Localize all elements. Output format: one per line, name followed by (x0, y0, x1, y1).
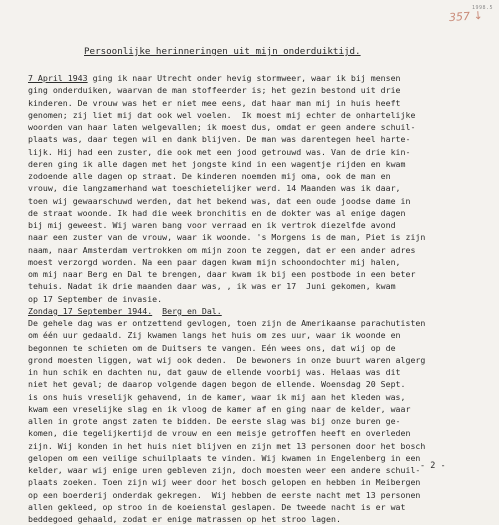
text-line: gelopen om een veilige schuilplaats te vinden. Wij kwamen in Engelenberg in een (28, 452, 421, 463)
text-line: grond moesten liggen, wat wij ook deden. De bewoners in onze buurt waren algerg (28, 354, 426, 365)
text-line: zijn. Wij konden in het huis niet blijven en zijn met 13 personen door het bosch (28, 440, 426, 451)
text-line-1: 7 April 1943 ging ik naar Utrecht onder hevig stormweer, waar ik bij mensen (28, 73, 401, 83)
text-line: om één uur gedaald. Zij kwamen langs het huis om zes uur, waar ik woonde en (28, 330, 401, 341)
text-line: moest verzorgd worden. Na een paar dagen kwam mijn schoondochter mij halen, (28, 256, 401, 267)
text-line: woorden van haar laten welgevallen; ik moest dus, omdat er geen andere schuil- (28, 122, 416, 132)
text-line: komen, die tegelijkertijd de vrouw en een meisje getroffen heeft en overleden (28, 428, 411, 439)
handwritten-page-number: 357 ↓ (448, 8, 484, 25)
date-7-april-1943: 7 April 1943 (28, 73, 88, 83)
text-line: plaats was, daar tegen wil en dank blijven. De man was darentegen heel harte- (28, 134, 411, 145)
text-line: de straat woonde. Ik had die week bronchitis en de dokter was al enige dagen (28, 207, 406, 218)
text-line: begonnen te schieten om de Duitsers te vangen. Eén wees ons, dat wij op de (28, 342, 396, 353)
archive-code: 1998.5 (471, 5, 493, 11)
text-line: naam, naar Amsterdam vertrokken om mijn zoon te zeggen, dat er een ander adres (28, 244, 416, 255)
place-berg-en-dal: Berg en Dal. (162, 305, 222, 316)
text-line: lijk. Hij had een zuster, die ook met een jood getrouwd was. Van de drie kin- (28, 146, 411, 157)
section-heading (28, 305, 488, 317)
text-line: deren ging ik alle dagen met het jongste kind in een wagentje rijden en kwam (28, 158, 406, 169)
text-line: is ons huis vreselijk gehavend, in de kamer, waar ik mij aan het kleden was, (28, 391, 406, 402)
text-line: allen gekleed, op stroo in de koeienstal geslapen. De tweede nacht is er wat (28, 501, 406, 512)
text-line: naar een zuster van de vrouw, waar ik woonde. 's Morgens is de man, Piet is zijn (28, 232, 426, 243)
text-line: niet het geval; de daarop volgende dagen begon de ellende. Woensdag 20 Sept. (28, 379, 406, 390)
text-line: kinderen. De vrouw was het er niet mee eens, dat haar man mij in huis heeft (28, 97, 401, 108)
text-line: allen in grote angst zaten te bidden. De eerste slag was bij onze buren ge- (28, 416, 401, 426)
text-line: tehuis. Nadat ik drie maanden daar was, , ik was er 17 Juni gekomen, kwam (28, 281, 396, 292)
text-line: kwam een vreselijke slag en ik vloog de kamer af en ging naar de kelder, waar (28, 403, 411, 414)
text-line: bij mij geweest. Wij waren bang voor verraad en ik vertrok diezelfde avond (28, 220, 396, 230)
text-line: zodoende alle dagen op straat. De kinderen noemden mij oma, ook de man en (28, 171, 391, 181)
text-line: vrouw, die langzamerhand wat toeschietelijker werd. 14 Maanden was ik daar, (28, 183, 401, 194)
text-line: om mij naar Berg en Dal te brengen, daar kwam ik bij een postbode in een beter (28, 269, 416, 279)
document-title: Persoonlijke herinneringen uit mijn onderduiktijd. (84, 46, 361, 57)
text-line: ging onderduiken, waarvan de man stoffeerder is; het gezin bestond uit drie (28, 85, 401, 96)
text-line: kelder, waar wij enige uren gebleven zijn, doch moesten weer een andere schuil- (28, 465, 421, 475)
document-body (28, 72, 488, 525)
page-number: - 2 - (420, 461, 446, 471)
text-line: De gehele dag was er ontzettend gevlogen, toen zijn de Amerikaanse parachutisten (28, 318, 426, 328)
text-line: plaats zoeken. Toen zijn wij weer door het bosch gelopen en hebben in Meibergen (28, 477, 421, 488)
date-17-september-1944: Zondag 17 September 1944. (28, 305, 153, 316)
text-line: in hun schik en dachten nu, dat gauw de ellende voorbij was. Helaas was dit (28, 367, 401, 377)
text-line: genomen; zij liet mij dat ook wel voelen. Ik moest mij echter de onhartelijke (28, 109, 416, 120)
text-line: op 17 September de invasie. (28, 293, 163, 304)
text-line: beddegoed gehaald, zodat er enige matrassen op het stroo lagen. (28, 514, 341, 524)
text-line: toen wij gewaarschuwd werden, dat het bekend was, dat een oude joodse dame in (28, 195, 411, 206)
text-line: op een boerderij onderdak gekregen. Wij hebben de eerste nacht met 13 personen (28, 489, 421, 500)
